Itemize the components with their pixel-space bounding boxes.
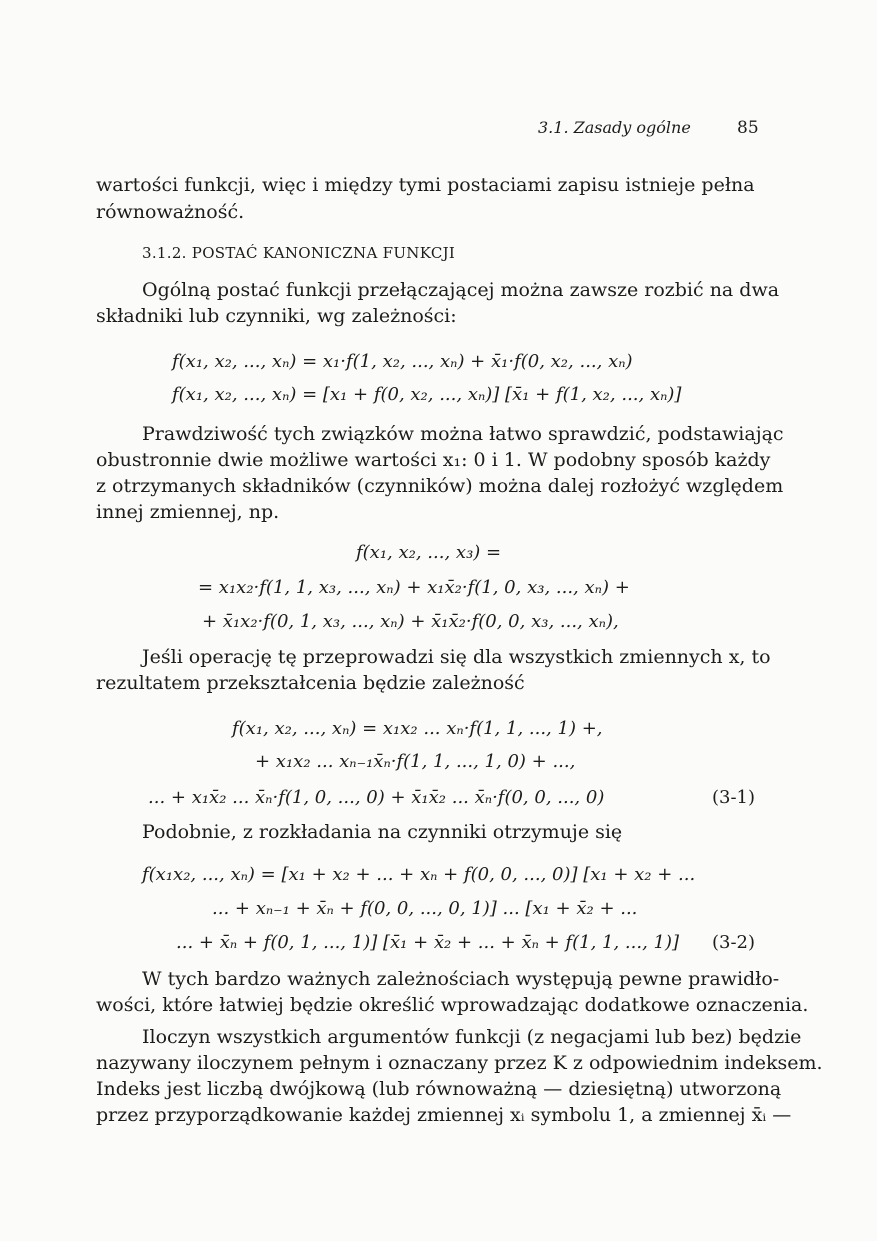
para2-line-1: Prawdziwość tych związków można łatwo sprawdzić, podstawiając <box>142 423 784 445</box>
equation-number-3-1: (3-1) <box>712 787 756 808</box>
page-number: 85 <box>737 118 759 138</box>
para5-line-2: wości, które łatwiej będzie określić wprowadzając dodatkowe oznaczenia. <box>96 994 809 1016</box>
para6-line-2: nazywany iloczynem pełnym i oznaczany przez K z odpowiednim indeksem. <box>96 1052 823 1074</box>
equation-3-2-line-2: ... + xₙ₋₁ + x̄ₙ + f(0, 0, ..., 0, 1)] ... [x₁ + x̄₂ + ... <box>212 898 638 919</box>
intro-line-2: równoważność. <box>96 201 245 223</box>
section-heading: 3.1.2. POSTAĆ KANONICZNA FUNKCJI <box>142 244 456 262</box>
equation-number-3-2: (3-2) <box>712 932 756 953</box>
para1-line-1: Ogólną postać funkcji przełączającej można zawsze rozbić na dwa <box>142 279 780 301</box>
para2-line-3: z otrzymanych składników (czynników) można dalej rozłożyć względem <box>96 475 784 497</box>
para2-line-2: obustronnie dwie możliwe wartości x₁: 0 i 1. W podobny sposób każdy <box>96 449 771 471</box>
equation-a-line-1: f(x₁, x₂, ..., xₙ) = x₁·f(1, x₂, ..., xₙ) + x̄₁·f(0, x₂, ..., xₙ) <box>172 351 633 372</box>
equation-3-2-line-3: ... + x̄ₙ + f(0, 1, ..., 1)] [x̄₁ + x̄₂ + ... + x̄ₙ + f(1, 1, ..., 1)] <box>176 932 680 953</box>
para3-line-2: rezultatem przekształcenia będzie zależność <box>96 672 525 694</box>
para3-line-1: Jeśli operację tę przeprowadzi się dla wszystkich zmiennych x, to <box>142 646 771 668</box>
equation-b-line-1: f(x₁, x₂, ..., x₃) = <box>356 542 502 563</box>
equation-3-2-line-1: f(x₁x₂, ..., xₙ) = [x₁ + x₂ + ... + xₙ + f(0, 0, ..., 0)] [x₁ + x₂ + ... <box>142 864 696 885</box>
para6-line-4: przez przyporządkowanie każdej zmiennej xᵢ symbolu 1, a zmiennej x̄ᵢ — <box>96 1104 792 1126</box>
para1-line-2: składniki lub czynniki, wg zależności: <box>96 305 457 327</box>
intro-line-1: wartości funkcji, więc i między tymi postaciami zapisu istnieje pełna <box>96 174 755 196</box>
para6-line-3: Indeks jest liczbą dwójkową (lub równoważną — dziesiętną) utworzoną <box>96 1078 782 1100</box>
para2-line-4: innej zmiennej, np. <box>96 501 280 523</box>
para4-line: Podobnie, z rozkładania na czynniki otrzymuje się <box>142 821 623 843</box>
equation-3-1-line-3: ... + x₁x̄₂ ... x̄ₙ·f(1, 0, ..., 0) + x̄₁x̄₂ ... x̄ₙ·f(0, 0, ..., 0) <box>148 787 605 808</box>
equation-3-1-line-1: f(x₁, x₂, ..., xₙ) = x₁x₂ ... xₙ·f(1, 1, ..., 1) +, <box>232 718 603 739</box>
equation-3-1-line-2: + x₁x₂ ... xₙ₋₁x̄ₙ·f(1, 1, ..., 1, 0) + ..., <box>255 751 576 772</box>
equation-b-line-2: = x₁x₂·f(1, 1, x₃, ..., xₙ) + x₁x̄₂·f(1, 0, x₃, ..., xₙ) + <box>198 577 630 598</box>
running-header-section: 3.1. Zasady ogólne <box>538 118 691 137</box>
para6-line-1: Iloczyn wszystkich argumentów funkcji (z negacjami lub bez) będzie <box>142 1026 802 1048</box>
equation-a-line-2: f(x₁, x₂, ..., xₙ) = [x₁ + f(0, x₂, ..., xₙ)] [x̄₁ + f(1, x₂, ..., xₙ)] <box>172 384 682 405</box>
equation-b-line-3: + x̄₁x₂·f(0, 1, x₃, ..., xₙ) + x̄₁x̄₂·f(0, 0, x₃, ..., xₙ), <box>202 611 619 632</box>
para5-line-1: W tych bardzo ważnych zależnościach występują pewne prawidło- <box>142 968 780 990</box>
